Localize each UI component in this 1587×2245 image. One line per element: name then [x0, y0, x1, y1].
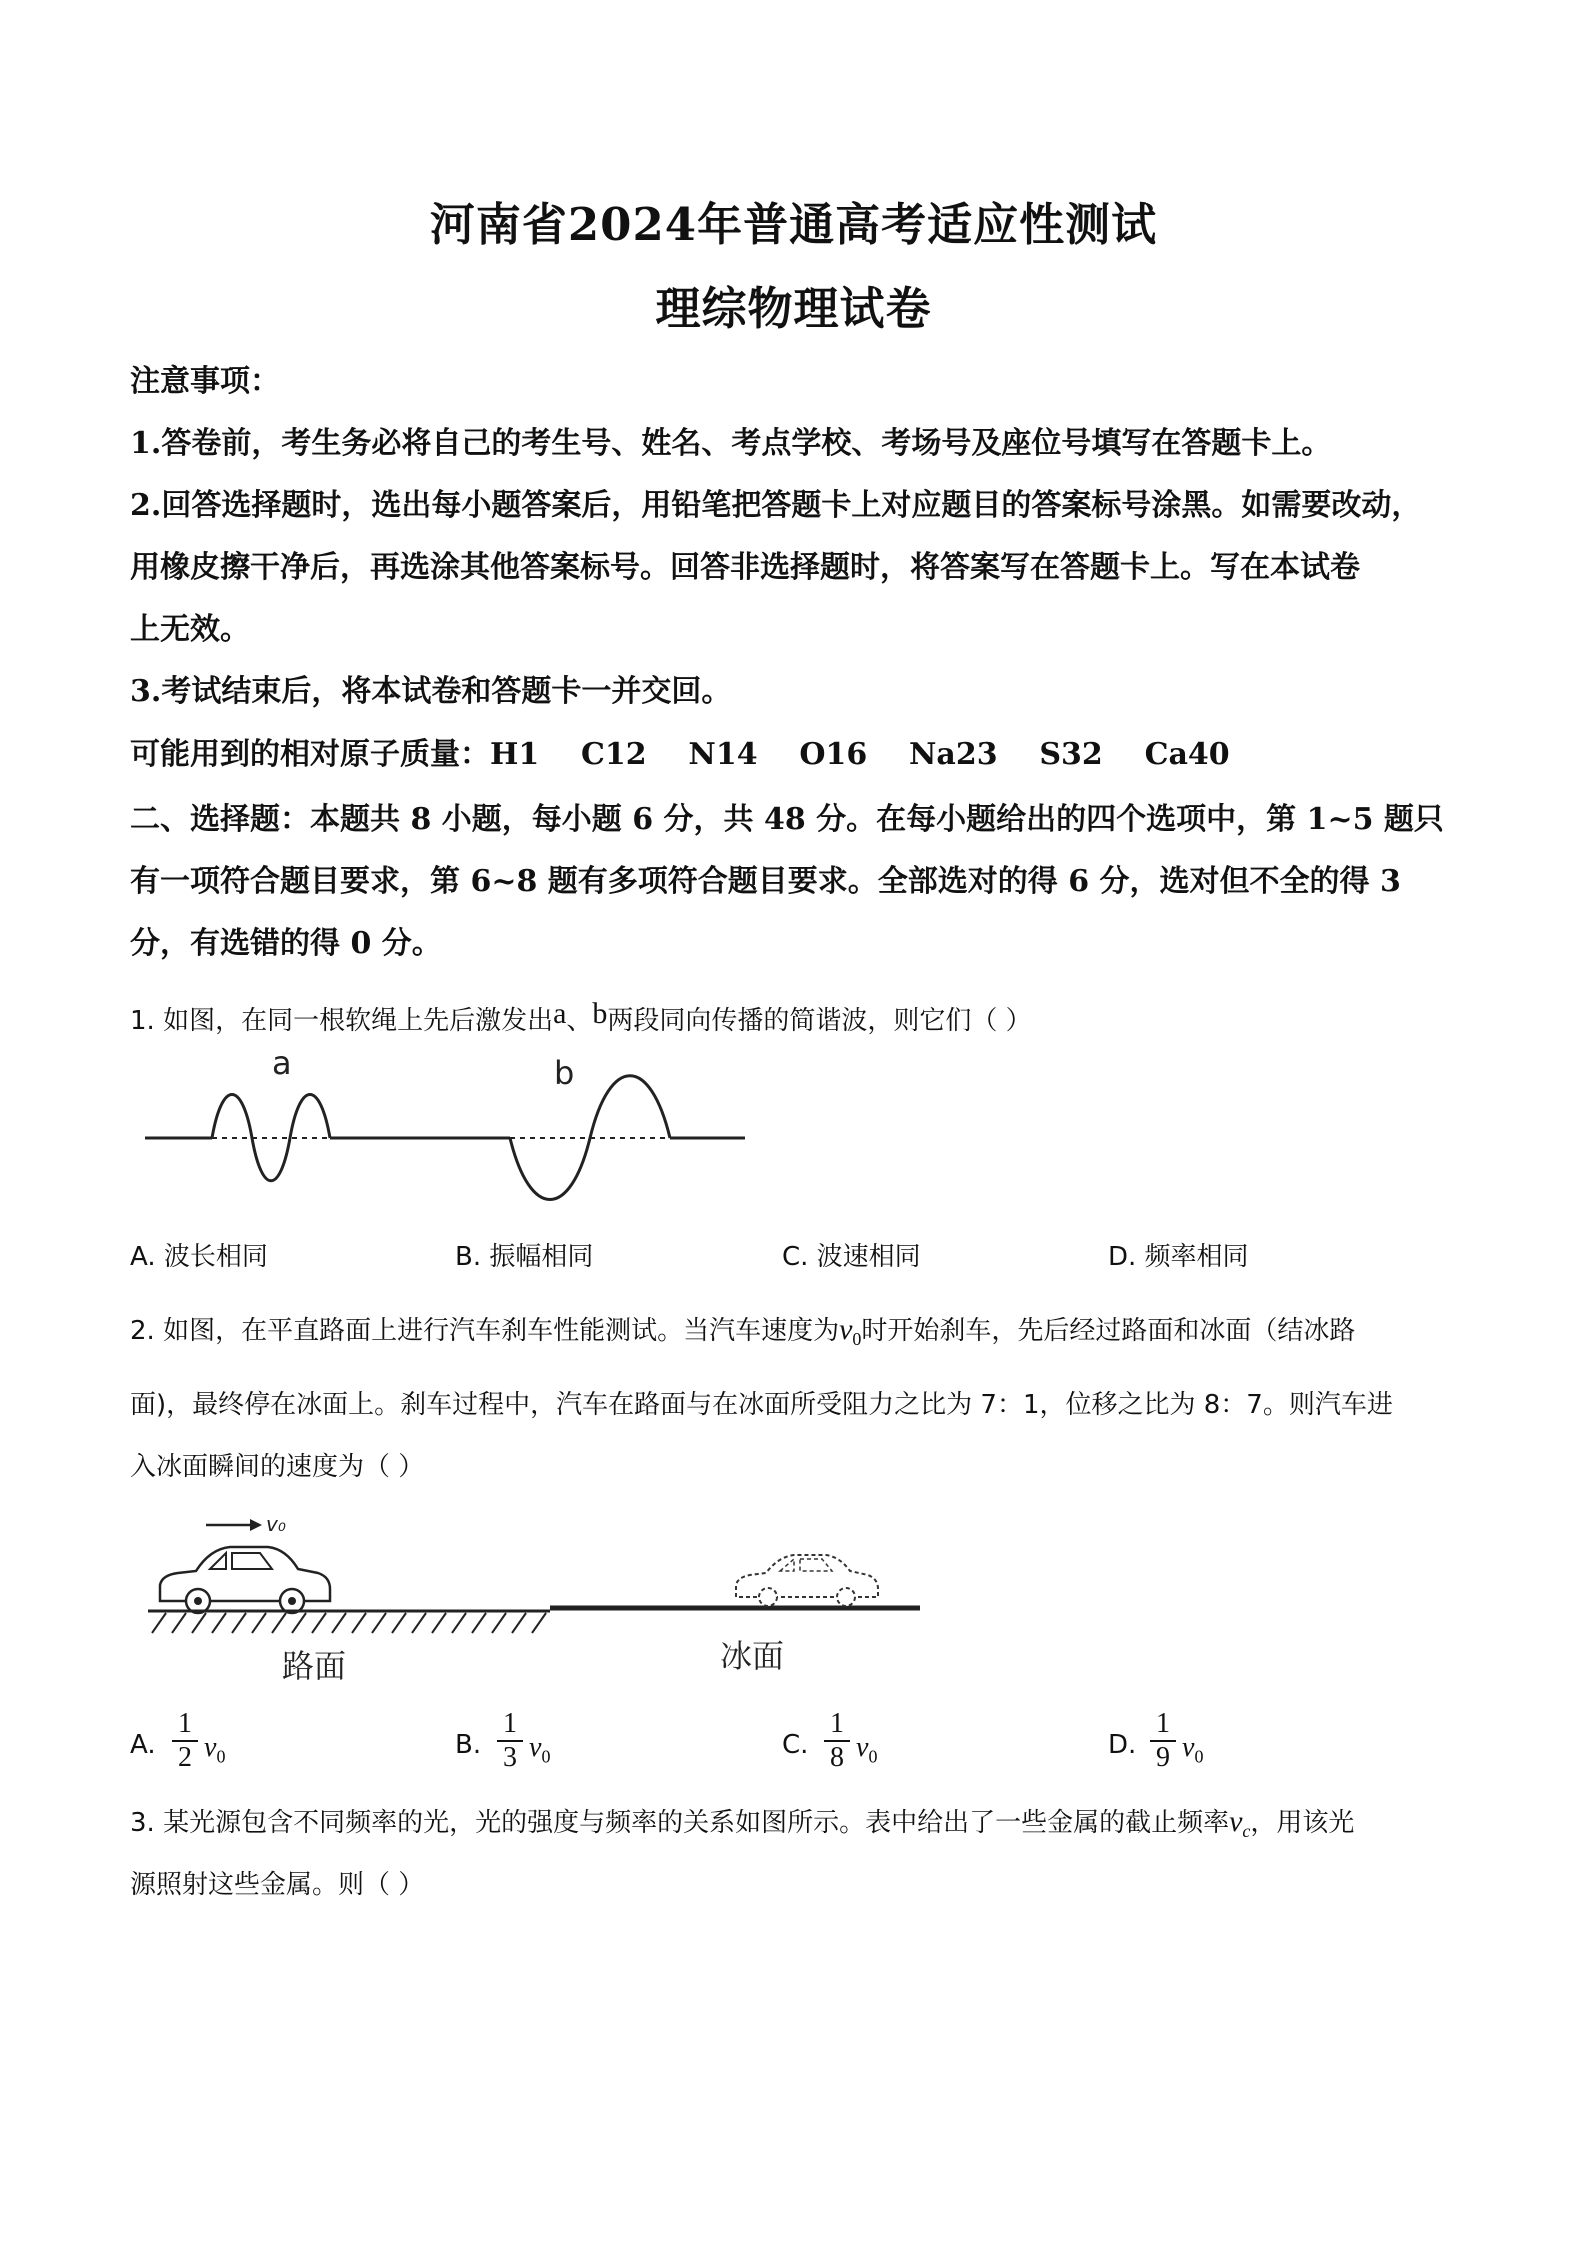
q2-option-b-num: 1: [503, 1708, 517, 1739]
q1-letter-b: b: [592, 997, 608, 1030]
q3-line-1-part1: 3. 某光源包含不同频率的光，光的强度与频率的关系如图所示。表中给出了一些金属的截止频率: [130, 1808, 1230, 1838]
q1-letter-a: a: [553, 997, 567, 1030]
q2-option-d-num: 1: [1156, 1708, 1170, 1739]
q1-wave-figure: [140, 1040, 760, 1220]
note-item-1: 1.答卷前，考生务必将自己的考生号、姓名、考点学校、考场号及座位号填写在答题卡上。: [130, 426, 1332, 461]
note-item-2-line-1: 2.回答选择题时，选出每小题答案后，用铅笔把答题卡上对应题目的答案标号涂黑。如需要改动，: [130, 488, 1422, 523]
q2-option-b-v: v: [529, 1732, 542, 1763]
q2-option-b-fraction: [497, 1710, 523, 1772]
q2-line-3: 入冰面瞬间的速度为（ ）: [130, 1452, 425, 1482]
q2-option-c-den: 8: [830, 1742, 844, 1773]
note-item-2-line-2: 用橡皮擦干净后，再选涂其他答案标号。回答非选择题时，将答案写在答题卡上。写在本试卷: [130, 550, 1360, 585]
section2-line-1: 二、选择题：本题共 8 小题，每小题 6 分，共 48 分。在每小题给出的四个选项中，第 1~5 题只: [130, 802, 1444, 837]
q1-option-a: A. 波长相同: [130, 1242, 268, 1272]
q2-option-b-v-sub: 0: [541, 1746, 551, 1767]
q2-option-b-den: 3: [503, 1742, 517, 1773]
q2-option-a-v: v: [204, 1732, 217, 1763]
q2-option-d-v: v: [1182, 1732, 1195, 1763]
q2-option-d-v-sub: 0: [1194, 1746, 1204, 1767]
q2-velocity-arrowhead: [250, 1519, 262, 1531]
q2-option-d-v0: [1182, 1732, 1203, 1768]
q2-line-1-part2: 时开始刹车，先后经过路面和冰面（结冰路: [861, 1316, 1356, 1346]
note-item-2-line-3: 上无效。: [130, 612, 250, 647]
q2-fig-ice-label: 冰面: [720, 1637, 785, 1675]
q3-nu-symbol: ν: [1229, 1805, 1243, 1838]
q3-line-1: [130, 1802, 1354, 1842]
atomic-mass-line: 可能用到的相对原子质量：H1 C12 N14 O16 Na23 S32 Ca40: [130, 737, 1230, 772]
section2-line-2: 有一项符合题目要求，第 6~8 题有多项符合题目要求。全部选对的得 6 分，选对但不全的得 3: [130, 864, 1401, 899]
q2-road-hatching: [152, 1613, 546, 1633]
q2-option-a-den: 2: [178, 1742, 192, 1773]
exam-subtitle: 理综物理试卷: [655, 282, 932, 335]
q3-line-1-part2: ，用该光: [1250, 1808, 1355, 1838]
note-item-3: 3.考试结束后，将本试卷和答题卡一并交回。: [130, 674, 732, 709]
q2-v-sub: 0: [852, 1329, 862, 1350]
q1-stem-part2: 两段同向传播的简谐波，则它们（ ）: [607, 1006, 1032, 1036]
exam-title: 河南省2024年普通高考适应性测试: [429, 198, 1158, 251]
q2-option-a-v0: [204, 1732, 225, 1768]
q2-fig-velocity-label: v₀: [266, 1512, 286, 1536]
q2-car-solid: [160, 1547, 330, 1613]
q1-fig-label-a: a: [272, 1044, 292, 1082]
q1-fig-label-b: b: [554, 1054, 575, 1092]
q2-line-2: 面)，最终停在冰面上。刹车过程中，汽车在路面与在冰面所受阻力之比为 7：1，位移之比为 8：7。则汽车进: [130, 1390, 1393, 1420]
q2-car-figure: [140, 1505, 930, 1695]
q1-option-c: C. 波速相同: [782, 1242, 921, 1272]
q3-nu-sub: c: [1242, 1821, 1251, 1842]
q2-option-d-den: 9: [1156, 1742, 1170, 1773]
q2-option-a-v-sub: 0: [216, 1746, 226, 1767]
q1-option-d: D. 频率相同: [1108, 1242, 1249, 1272]
q2-option-c-v: v: [856, 1732, 869, 1763]
q2-option-a-fraction: [172, 1710, 198, 1772]
q1-stem: [130, 997, 1032, 1037]
q2-option-c-letter: C.: [782, 1730, 809, 1760]
notes-heading: 注意事项：: [130, 364, 280, 399]
q2-option-a-letter: A.: [130, 1730, 156, 1760]
q2-line-1: [130, 1310, 1355, 1350]
q2-fig-road-label: 路面: [282, 1647, 347, 1685]
q2-option-b-letter: B.: [455, 1730, 482, 1760]
section2-line-3: 分，有选错的得 0 分。: [130, 926, 442, 961]
q2-option-c-num: 1: [830, 1708, 844, 1739]
q1-option-b: B. 振幅相同: [455, 1242, 594, 1272]
q2-option-b-v0: [529, 1732, 550, 1768]
q2-option-c-fraction: [824, 1710, 850, 1772]
q2-option-d-fraction: [1150, 1710, 1176, 1772]
q2-option-c-v0: [856, 1732, 877, 1768]
q2-line-1-part1: 2. 如图，在平直路面上进行汽车刹车性能测试。当汽车速度为: [130, 1316, 840, 1346]
q2-option-d-letter: D.: [1108, 1730, 1137, 1760]
q2-car-dashed: [736, 1555, 878, 1606]
q2-v-symbol: v: [839, 1313, 853, 1346]
q2-option-a-num: 1: [178, 1708, 192, 1739]
q1-stem-part1: 1. 如图，在同一根软绳上先后激发出: [130, 1006, 554, 1036]
q1-separator: 、: [566, 1006, 593, 1036]
q3-line-2: 源照射这些金属。则（ ）: [130, 1870, 425, 1900]
q2-option-c-v-sub: 0: [868, 1746, 878, 1767]
